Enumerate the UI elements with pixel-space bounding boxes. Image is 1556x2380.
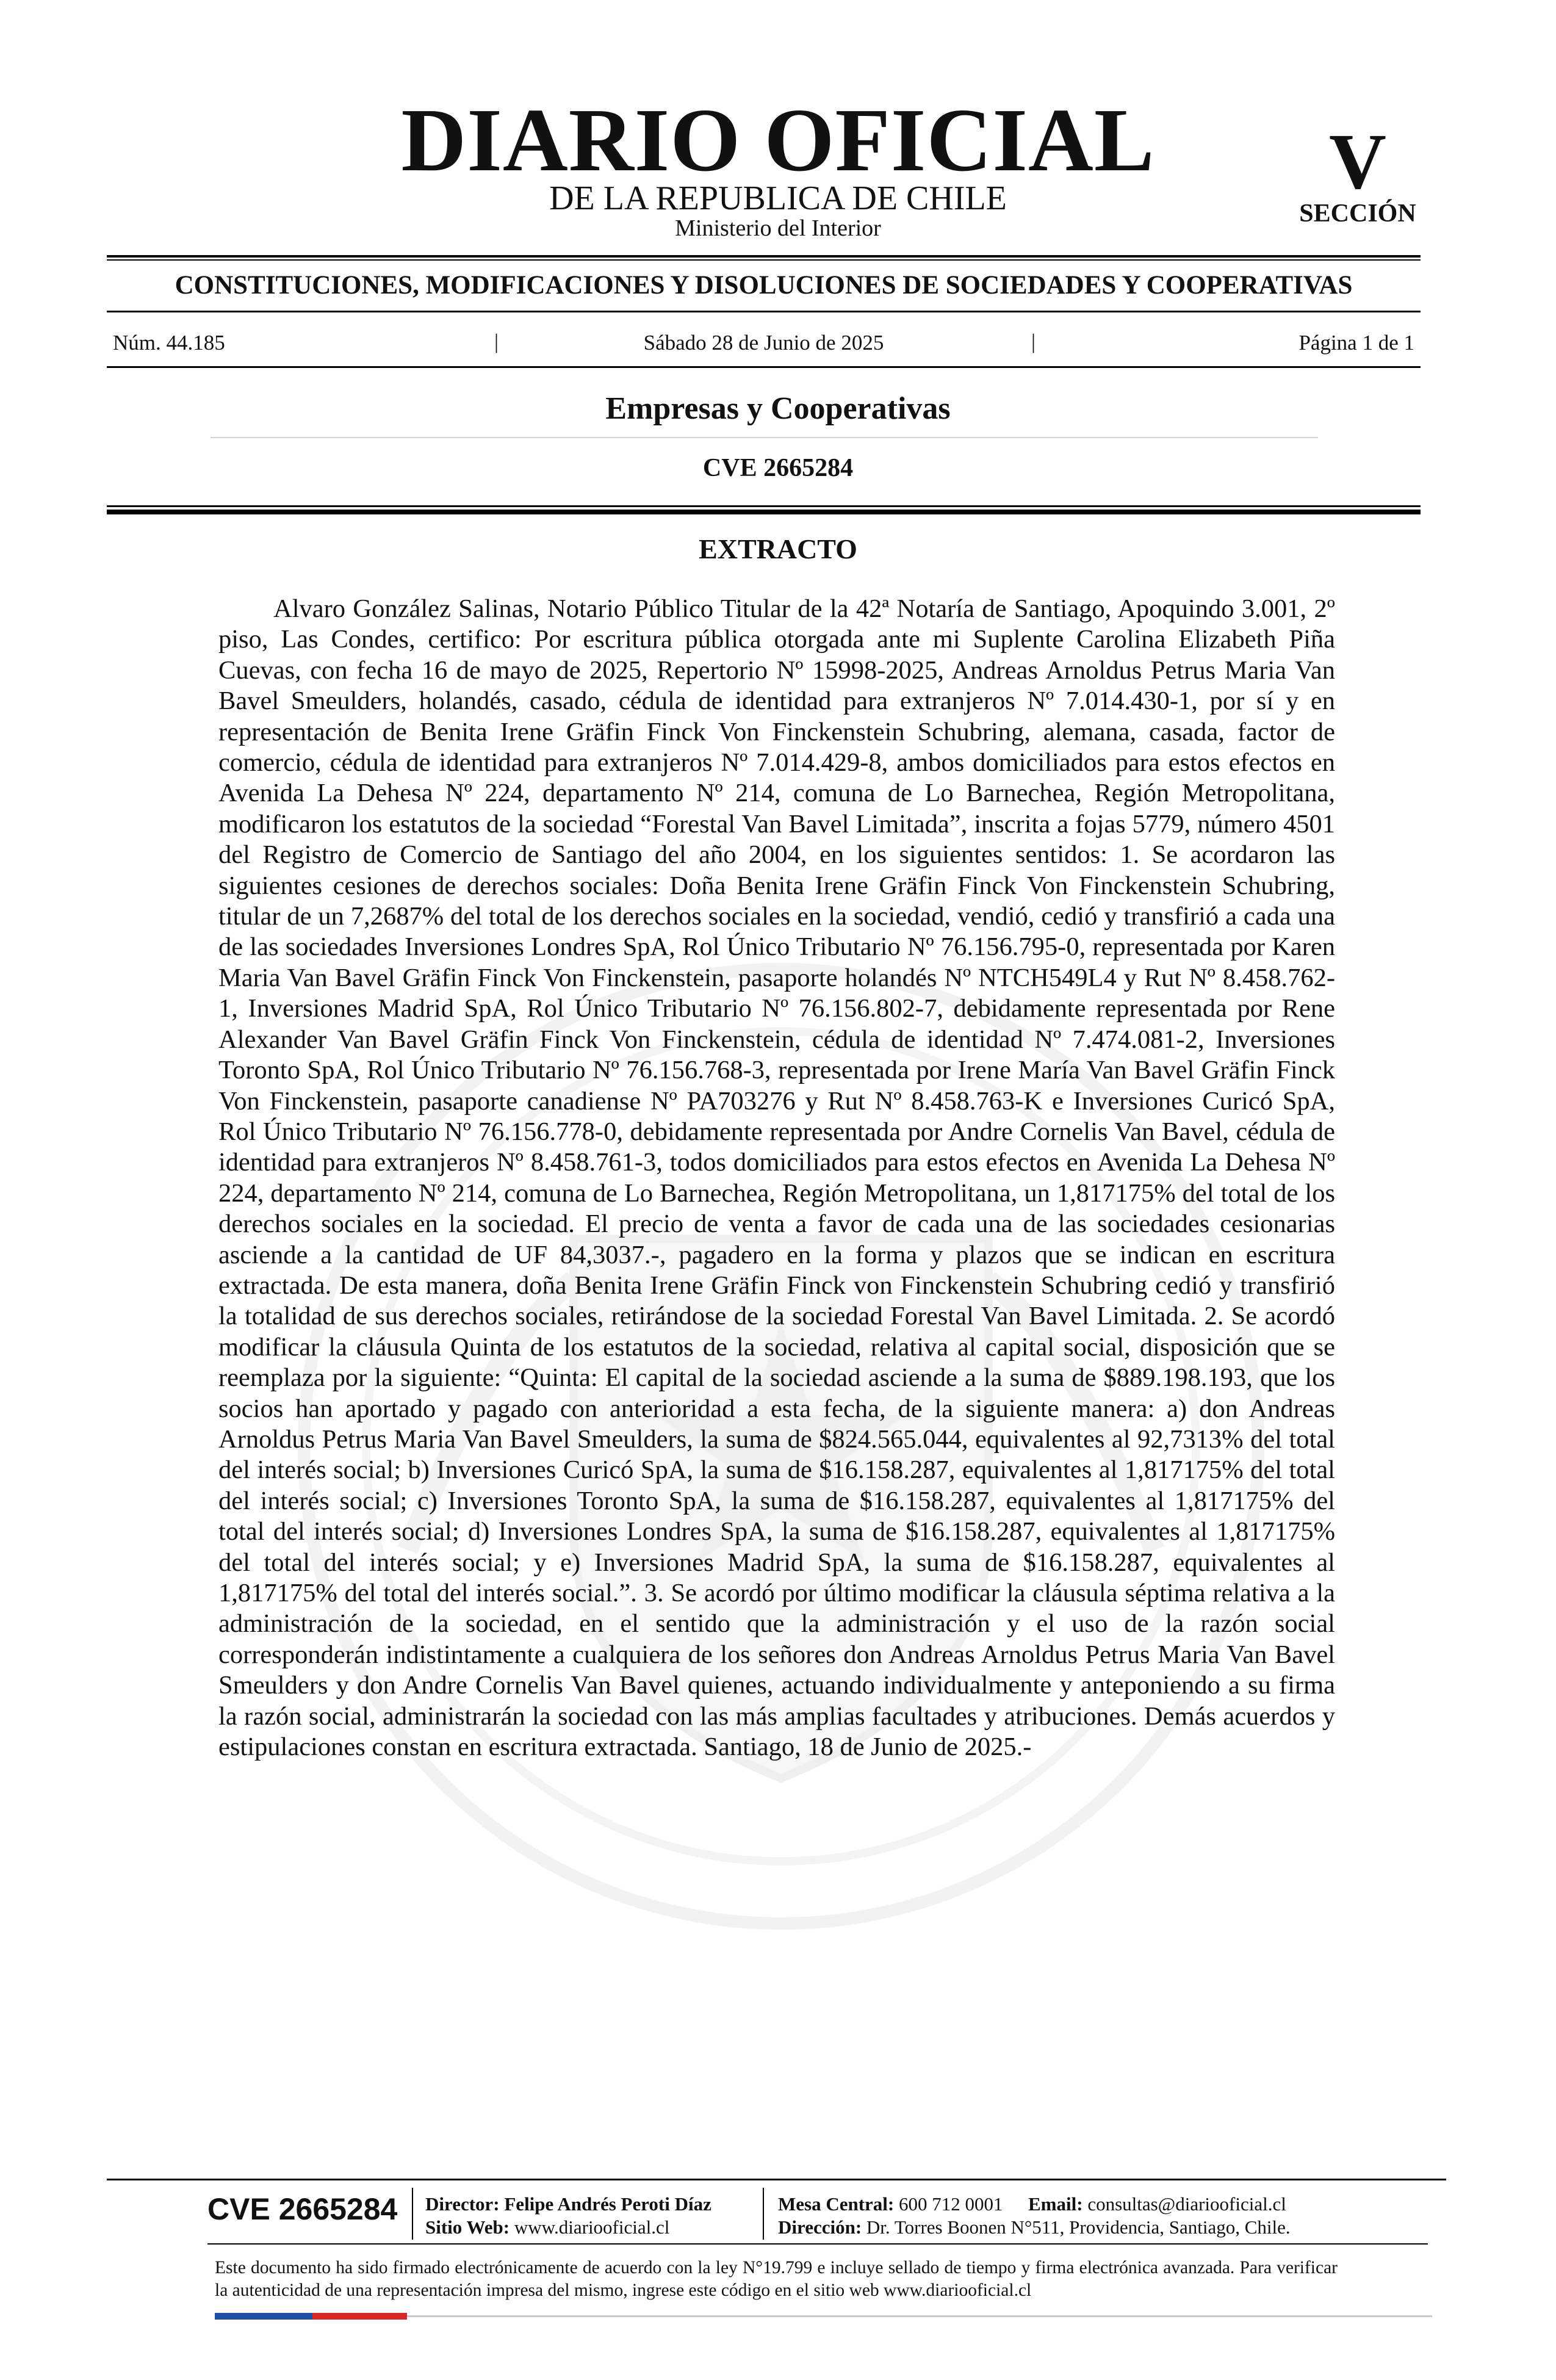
cve-code: CVE 2665284: [702, 454, 854, 482]
legal-notice: Este documento ha sido firmado electrónicamente de acuerdo con la ley N°19.799 e incluye sellado de tiempo y firma electrónica avanzada. Para verificar la autenticidad de una representación impresa del mismo, ingrese este código en el sitio web www.diariooficial.cl: [215, 2258, 1338, 2300]
divider: [107, 510, 1421, 514]
issue-number: Núm. 44.185: [113, 331, 225, 355]
divider: [107, 255, 1421, 258]
footer-divider: [207, 2243, 1428, 2245]
address-label: Dirección:: [778, 2216, 862, 2238]
section-word: SECCIÓN: [1299, 200, 1416, 228]
divider: [107, 505, 1421, 507]
footer-separator: [763, 2188, 764, 2240]
footer-contact: [778, 2192, 1286, 2216]
issue-separator: |: [1031, 330, 1036, 353]
website-link[interactable]: www.diariooficial.cl: [514, 2216, 670, 2238]
email-label: Email:: [1028, 2193, 1083, 2215]
footer-cve-code: CVE 2665284: [207, 2192, 398, 2226]
divider: [107, 366, 1421, 368]
director-name: Felipe Andrés Peroti Díaz: [504, 2193, 711, 2215]
newspaper-subtitle: DE LA REPUBLICA DE CHILE: [549, 179, 1007, 217]
footer-address: [778, 2215, 1291, 2240]
email-link[interactable]: consultas@diariooficial.cl: [1087, 2193, 1286, 2215]
divider: [211, 437, 1318, 438]
flag-stripe-red: [312, 2313, 407, 2320]
newspaper-title: DIARIO OFICIAL: [401, 90, 1155, 190]
page-indicator: Página 1 de 1: [1298, 331, 1414, 355]
footer-divider: [107, 2179, 1446, 2180]
issue-separator: |: [494, 330, 499, 353]
footer-separator: [412, 2188, 413, 2240]
divider: [107, 311, 1421, 312]
flag-stripe-blue: [215, 2313, 312, 2320]
document-heading: EXTRACTO: [699, 533, 857, 564]
divider: [107, 259, 1421, 261]
website-label: Sitio Web:: [425, 2216, 510, 2238]
category-title: Empresas y Cooperativas: [605, 391, 951, 426]
extract-body: Alvaro González Salinas, Notario Público Titular de la 42ª Notaría de Santiago, Apoquindo 3.001, 2º piso, Las Condes, certifico: Por escritura pública otorgada ante mi Suplente Carolina Elizabeth Piña Cuevas, con fecha 16 de mayo de 2025, Repertorio Nº 15998-2025, Andreas Arnoldus Petrus Maria Van Bavel Smeulders, holandés, casado, cédula de identidad para extranjeros Nº 7.014.430-1, por sí y en representación de Benita Irene Gräfin Finck Von Finckenstein Schubring, alemana, casada, factor de comercio, cédula de identidad para extranjeros Nº 7.014.429-8, ambos domiciliados para estos efectos en Avenida La Dehesa Nº 224, departamento Nº 214, comuna de Lo Barnechea, Región Metropolitana, modificaron los estatutos de la sociedad “Forestal Van Bavel Limitada”, inscrita a fojas 5779, número 4501 del Registro de Comercio de Santiago del año 2004, en los siguientes sentidos: 1. Se acordaron las siguientes cesiones de derechos sociales: Doña Benita Irene Gräfin Finck Von Finckenstein Schubring, titular de un 7,2687% del total de los derechos sociales en la sociedad, vendió, cedió y transfirió a cada una de las sociedades Inversiones Londres SpA, Rol Único Tributario Nº 76.156.795-0, representada por Karen Maria Van Bavel Gräfin Finck Von Finckenstein, pasaporte holandés Nº NTCH549L4 y Rut Nº 8.458.762-1, Inversiones Madrid SpA, Rol Único Tributario Nº 76.156.802-7, debidamente representada por Rene Alexander Van Bavel Gräfin Finck Von Finckenstein, cédula de identidad Nº 7.474.081-2, Inversiones Toronto SpA, Rol Único Tributario Nº 76.156.768-3, representada por Irene María Van Bavel Gräfin Finck Von Finckenstein, pasaporte canadiense Nº PA703276 y Rut Nº 8.458.763-K e Inversiones Curicó SpA, Rol Único Tributario Nº 76.156.778-0, debidamente representada por Andre Cornelis Van Bavel, cédula de identidad para extranjeros Nº 8.458.761-3, todos domiciliados para estos efectos en Avenida La Dehesa Nº 224, departamento Nº 214, comuna de Lo Barnechea, Región Metropolitana, un 1,817175% del total de los derechos sociales en la sociedad. El precio de venta a favor de cada una de las sociedades cesionarias asciende a la cantidad de UF 84,3037.-, pagadero en la forma y plazos que se indican en escritura extractada. De esta manera, doña Benita Irene Gräfin Finck von Finckenstein Schubring cedió y transfirió la totalidad de sus derechos sociales, retirándose de la sociedad Forestal Van Bavel Limitada. 2. Se acordó modificar la cláusula Quinta de los estatutos de la sociedad, relativa al capital social, disposición que se reemplaza por la siguiente: “Quinta: El capital de la sociedad asciende a la suma de $889.198.193, que los socios han aportado y pagado con anterioridad a esta fecha, de la siguiente manera: a) don Andreas Arnoldus Petrus Maria Van Bavel Smeulders, la suma de $824.565.044, equivalentes al 92,7313% del total del interés social; b) Inversiones Curicó SpA, la suma de $16.158.287, equivalentes al 1,817175% del total del interés social; c) Inversiones Toronto SpA, la suma de $16.158.287, equivalentes al 1,817175% del total del interés social; d) Inversiones Londres SpA, la suma de $16.158.287, equivalentes al 1,817175% del total del interés social; y e) Inversiones Madrid SpA, la suma de $16.158.287, equivalentes al 1,817175% del total del interés social.”. 3. Se acordó por último modificar la cláusula séptima relativa a la administración de la sociedad, en el sentido que la administración y el uso de la razón social corresponderán indistintamente a cualquiera de los señores don Andreas Arnoldus Petrus Maria Van Bavel Smeulders y don Andre Cornelis Van Bavel quienes, actuando individualmente y anteponiendo a su firma la razón social, administrarán la sociedad con las más amplias facultades y atribuciones. Demás acuerdos y estipulaciones constan en escritura extractada. Santiago, 18 de Junio de 2025.-: [218, 594, 1335, 1762]
mesa-label: Mesa Central:: [778, 2193, 895, 2215]
footer-director: [425, 2192, 711, 2216]
issue-date: Sábado 28 de Junio de 2025: [643, 331, 884, 355]
flag-stripe-gray: [407, 2315, 1432, 2317]
section-letter: V: [1329, 118, 1386, 206]
address-value: Dr. Torres Boonen N°511, Providencia, Santiago, Chile.: [866, 2216, 1291, 2238]
ministry-label: Ministerio del Interior: [675, 215, 881, 241]
footer-website: [425, 2215, 669, 2240]
director-label: Director:: [425, 2193, 500, 2215]
section-title: CONSTITUCIONES, MODIFICACIONES Y DISOLUCIONES DE SOCIEDADES Y COOPERATIVAS: [175, 271, 1353, 300]
mesa-phone: 600 712 0001: [899, 2193, 1003, 2215]
